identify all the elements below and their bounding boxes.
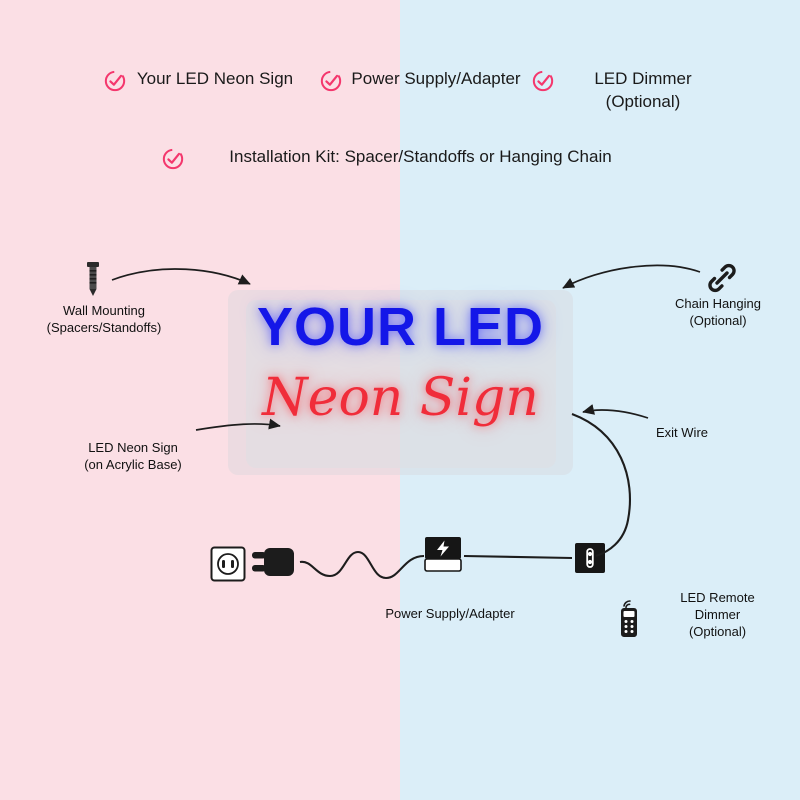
checklist-item-4 [162, 146, 652, 170]
annotation-line: (on Acrylic Base) [84, 456, 182, 472]
check-circle-icon [104, 70, 126, 92]
checklist-label: Your LED Neon Sign [136, 69, 294, 88]
checklist-item-2 [320, 68, 525, 92]
neon-text-line-bottom: Neon Sign [262, 368, 539, 428]
checklist-label: Installation Kit: Spacer/Standoffs or Hanging Chain [229, 147, 612, 166]
annotation-line: Dimmer [694, 606, 741, 622]
annotation-line: (Spacers/Standoffs) [46, 319, 162, 335]
inline-dimmer-icon [574, 542, 606, 574]
annotation-line: Exit Wire [656, 425, 708, 440]
annotation-line: LED Neon Sign [88, 440, 178, 455]
checklist-label: LED Dimmer (Optional) [594, 69, 692, 111]
check-circle-icon [162, 148, 184, 170]
screw-icon [82, 262, 104, 298]
check-circle-icon [532, 70, 554, 92]
annotation-line: Power Supply/Adapter [385, 606, 515, 621]
wall-outlet-icon [210, 546, 246, 582]
annotation-line: Chain Hanging [674, 296, 761, 311]
remote-control-icon [616, 600, 642, 638]
checklist-item-1 [104, 68, 304, 92]
annotation-exit-wire [656, 425, 756, 442]
power-adapter-icon [424, 536, 462, 574]
neon-text-line-top: YOUR LED [256, 297, 545, 357]
checklist-label: Power Supply/Adapter [351, 69, 521, 88]
annotation-remote-dimmer [640, 590, 795, 641]
checklist-item-3 [532, 68, 732, 114]
check-circle-icon [320, 70, 342, 92]
annotation-wall-mounting [14, 303, 194, 337]
annotation-chain-hanging [648, 296, 788, 330]
annotation-line: Wall Mounting [63, 303, 145, 318]
chain-link-icon [706, 262, 738, 294]
annotation-power-supply [350, 606, 550, 623]
annotation-line: (Optional) [689, 312, 747, 328]
annotation-line: LED Remote [680, 590, 755, 605]
annotation-led-neon-sign [58, 440, 208, 474]
annotation-line: (Optional) [688, 623, 747, 639]
